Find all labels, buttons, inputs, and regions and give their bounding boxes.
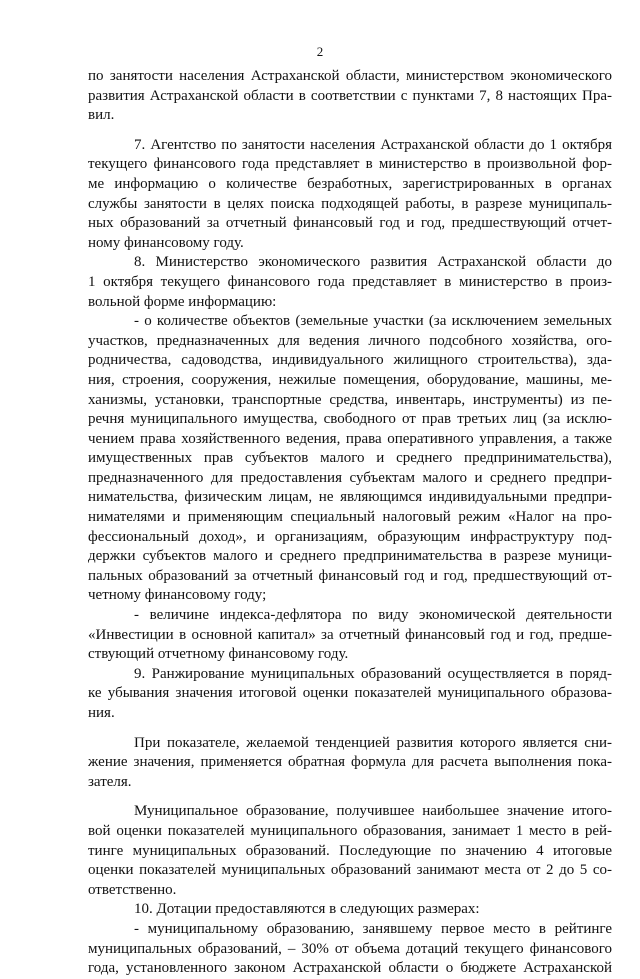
text-line: четному финансовому году; — [88, 587, 267, 604]
paragraph-10-item-1 — [88, 920, 612, 979]
text-line: 1 октября текущего финансового года представляет в министерство в произ- — [88, 273, 612, 290]
text-line: пальных образований за отчетный финансовый год и год, предшествующий от- — [88, 567, 612, 584]
text-line: 9. Ранжирование муниципальных образований осуществляется в поряд- — [134, 665, 612, 682]
text-line: ответственно. — [88, 881, 177, 898]
text-line: «Инвестиции в основной капитал» за отчетный финансовый год и год, предше- — [88, 626, 612, 643]
text-line: Муниципальное образование, получившее наибольшее значение итого- — [134, 803, 612, 820]
text-line: года, установленного законом Астраханской области о бюджете Астраханской — [88, 960, 612, 977]
text-line: нимателями и применяющим специальный налоговый режим «Налог на про- — [88, 509, 612, 526]
paragraph-9 — [88, 665, 612, 724]
text-line: ме информацию о количестве безработных, зарегистрированных в органах — [88, 175, 612, 192]
paragraph-8-item-1 — [88, 312, 612, 606]
document-body — [88, 67, 612, 979]
text-line: текущего финансового года представляет в министерство в произвольной фор- — [88, 156, 612, 173]
text-line: родничества, садоводства, индивидуального жилищного строительства), зда- — [88, 352, 612, 369]
text-line: ствующий отчетному финансовому году. — [88, 646, 349, 663]
text-line: предназначенного для предоставления субъектам малого и среднего предпри- — [88, 469, 612, 486]
text-line: 10. Дотации предоставляются в следующих размерах: — [134, 901, 480, 918]
text-line: вил. — [88, 107, 115, 124]
paragraph-intro — [88, 67, 612, 126]
text-line: по занятости населения Астраханской области, министерством экономического — [88, 68, 612, 84]
text-line: - муниципальному образованию, занявшему первое место в рейтинге — [134, 920, 612, 937]
text-line: фессиональный доход», и организациям, образующим инфраструктуру под- — [88, 528, 612, 545]
text-line: оценки показателей муниципальных образований занимают места от 2 до 5 со- — [88, 862, 612, 879]
text-line: ному финансовому году. — [88, 234, 244, 251]
text-line: ния. — [88, 705, 115, 721]
page-number: 2 — [316, 44, 324, 59]
text-line: жение значения, применяется обратная формула для расчета выполнения пока- — [88, 754, 612, 771]
text-line: 7. Агентство по занятости населения Астраханской области до 1 октября — [134, 136, 612, 153]
text-line: ных образований за отчетный финансовый год и год, предшествующий отчет- — [88, 215, 612, 232]
text-line: имущественных прав субъектов малого и среднего предпринимательства), — [88, 450, 612, 467]
paragraph-7 — [88, 136, 612, 254]
paragraph-8 — [88, 253, 612, 312]
text-line: ке убывания значения итоговой оценки показателей муниципального образова- — [88, 685, 612, 702]
paragraph-8-item-2 — [88, 606, 612, 665]
text-line: вольной форме информацию: — [88, 293, 277, 310]
text-line: - величине индекса-дефлятора по виду экономической деятельности — [134, 607, 612, 624]
text-line: службы занятости в целях поиска подходящей работы, в разрезе муниципаль- — [88, 195, 612, 212]
text-line: развития Астраханской области в соответствии с пунктами 7, 8 настоящих Пра- — [88, 87, 612, 104]
text-line: вой оценки показателей муниципального образования, занимает 1 место в рей- — [88, 822, 612, 839]
text-line: ханизмы, установки, транспортные средства, инвентарь, инструменты) из пе- — [88, 391, 612, 408]
text-line: - о количестве объектов (земельные участки (за исключением земельных — [134, 313, 612, 330]
text-line: При показателе, желаемой тенденцией развития которого является сни- — [134, 734, 612, 751]
text-line: тинге муниципальных образований. Последующие по значению 4 итоговые — [88, 842, 612, 859]
text-line: 8. Министерство экономического развития Астраханской области до — [134, 254, 612, 271]
paragraph-10 — [88, 900, 612, 920]
text-line: участков, предназначенных для ведения личного подсобного хозяйства, ого- — [88, 332, 612, 349]
text-line: держки субъектов малого и среднего предпринимательства в разрезе муници- — [88, 548, 612, 565]
text-line: речня муниципального имущества, свободного от прав третьих лиц (за исклю- — [88, 411, 612, 428]
text-line: чением права хозяйственного ведения, права оперативного управления, а также — [88, 430, 612, 447]
paragraph-9-part-3 — [88, 802, 612, 900]
text-line: нимательства, физическим лицам, не являющимся индивидуальными предпри- — [88, 489, 612, 506]
text-line: муниципальных образований, – 30% от объема дотаций текущего финансового — [88, 940, 612, 957]
text-line: ния, строения, сооружения, нежилые помещения, оборудование, машины, ме- — [88, 371, 612, 388]
paragraph-9-part-2 — [88, 734, 612, 793]
text-line: зателя. — [88, 773, 132, 790]
